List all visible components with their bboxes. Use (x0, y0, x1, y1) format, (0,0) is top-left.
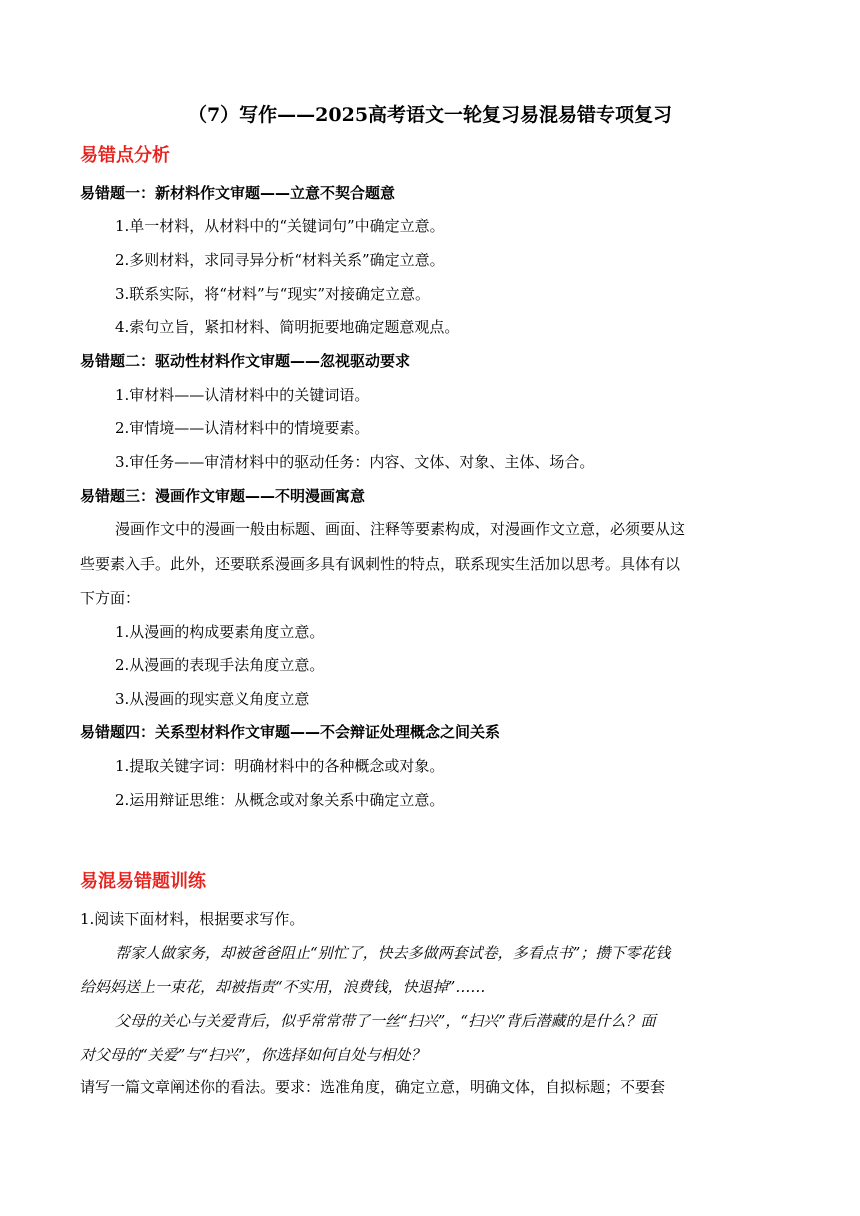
q4-item: 1.提取关键字词：明确材料中的各种概念或对象。 (115, 757, 445, 775)
section-heading-error-analysis: 易错点分析 (80, 145, 170, 166)
q2-item: 1.审材料——认清材料中的关键词语。 (115, 386, 370, 404)
q1-item: 2.多则材料，求同寻异分析“材料关系”确定立意。 (115, 251, 445, 269)
q2-item: 2.审情境——认清材料中的情境要素。 (115, 419, 370, 437)
q3-paragraph-line: 下方面： (80, 589, 141, 607)
q4-title: 易错题四：关系型材料作文审题——不会辩证处理概念之间关系 (80, 723, 501, 741)
q4-item: 2.运用辩证思维：从概念或对象关系中确定立意。 (115, 791, 445, 809)
material-line: 给妈妈送上一束花，却被指责“不实用，浪费钱，快退掉”…… (80, 978, 486, 996)
document-title: （7）写作——2025高考语文一轮复习易混易错专项复习 (187, 104, 673, 126)
q3-item: 2.从漫画的表现手法角度立意。 (115, 656, 325, 674)
practice-intro: 1.阅读下面材料，根据要求写作。 (80, 910, 305, 928)
q2-title: 易错题二：驱动性材料作文审题——忽视驱动要求 (80, 352, 411, 370)
material-line: 对父母的“关爱”与“扫兴”，你选择如何自处与相处？ (80, 1046, 426, 1064)
q3-title: 易错题三：漫画作文审题——不明漫画寓意 (80, 487, 366, 505)
q1-item: 1.单一材料，从材料中的“关键词句”中确定立意。 (115, 217, 445, 235)
q3-item: 3.从漫画的现实意义角度立意 (115, 690, 310, 708)
q1-title: 易错题一：新材料作文审题——立意不契合题意 (80, 184, 396, 202)
q1-item: 3.联系实际，将“材料”与“现实”对接确定立意。 (115, 285, 430, 303)
q3-paragraph-line: 些要素入手。此外，还要联系漫画多具有讽刺性的特点，联系现实生活加以思考。具体有以 (80, 555, 681, 573)
q3-paragraph-line: 漫画作文中的漫画一般由标题、画面、注释等要素构成，对漫画作文立意，必须要从这 (115, 520, 686, 538)
q1-item: 4.索句立旨，紧扣材料、简明扼要地确定题意观点。 (115, 318, 460, 336)
q3-item: 1.从漫画的构成要素角度立意。 (115, 623, 325, 641)
requirement-line: 请写一篇文章阐述你的看法。要求：选准角度，确定立意，明确文体，自拟标题；不要套 (80, 1078, 666, 1096)
material-line: 帮家人做家务，却被爸爸阻止“别忙了，快去多做两套试卷，多看点书”；攒下零花钱 (115, 944, 671, 962)
section-heading-practice: 易混易错题训练 (80, 871, 206, 892)
q2-item: 3.审任务——审清材料中的驱动任务：内容、文体、对象、主体、场合。 (115, 453, 595, 471)
material-line: 父母的关心与关爱背后，似乎常常带了一丝“扫兴”，“扫兴”背后潜藏的是什么？面 (115, 1012, 656, 1030)
